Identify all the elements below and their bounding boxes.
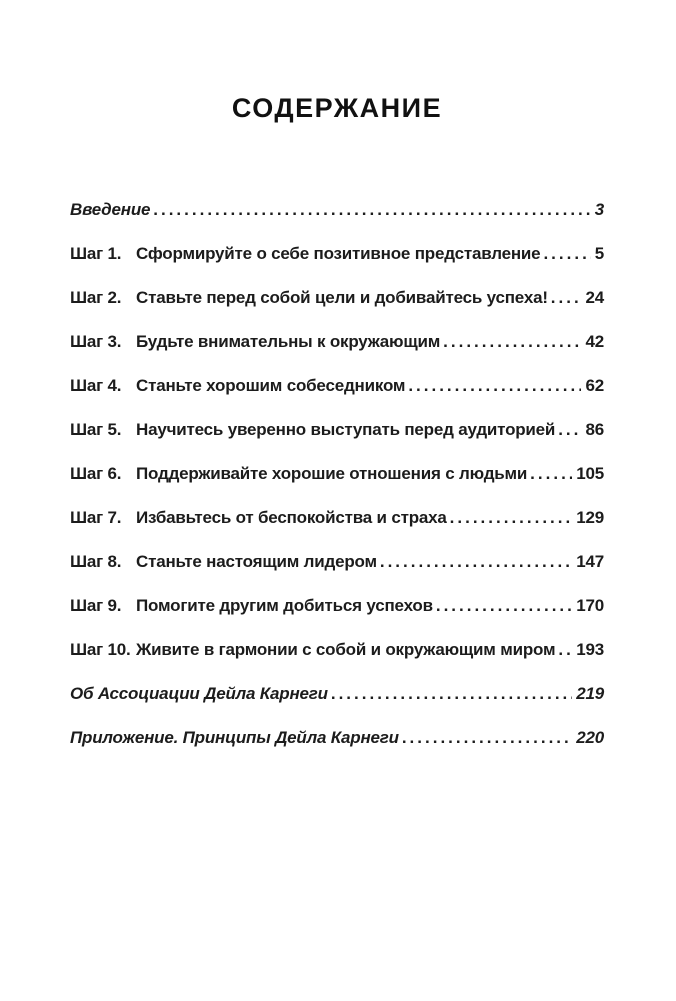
toc-entry-prefix: Шаг 10. bbox=[70, 640, 131, 659]
toc-entry-page: 220 bbox=[576, 728, 604, 747]
toc-entry-label: Ставьте перед собой цели и добивайтесь успеха! bbox=[136, 288, 548, 307]
toc-entry-page: 62 bbox=[585, 376, 604, 395]
toc-entry-prefix: Шаг 7. bbox=[70, 508, 122, 527]
toc-entry-page: 86 bbox=[585, 420, 604, 439]
toc-dot-leader bbox=[331, 684, 572, 703]
toc-entry bbox=[70, 376, 604, 395]
toc-entry bbox=[70, 420, 604, 439]
toc-entry-label: Будьте внимательны к окружающим bbox=[136, 332, 441, 351]
toc-entry-page: 105 bbox=[576, 464, 604, 483]
toc-dot-leader bbox=[558, 420, 581, 439]
toc-entry-label: Помогите другим добиться успехов bbox=[136, 596, 433, 615]
toc-entry-prefix: Шаг 4. bbox=[70, 376, 122, 395]
toc-entry bbox=[70, 332, 604, 351]
toc-entry-label: Поддерживайте хорошие отношения с людьми bbox=[136, 464, 528, 483]
toc-entry-page: 129 bbox=[576, 508, 604, 527]
toc-entry-label: Научитесь уверенно выступать перед аудиторией bbox=[136, 420, 556, 439]
toc-dot-leader bbox=[380, 552, 572, 571]
toc-entry-page: 24 bbox=[585, 288, 604, 307]
page-title: СОДЕРЖАНИЕ bbox=[231, 93, 443, 123]
toc-entry-page: 147 bbox=[576, 552, 604, 571]
toc-dot-leader bbox=[551, 288, 582, 307]
toc-entry bbox=[70, 464, 604, 483]
toc-entry bbox=[70, 288, 604, 307]
toc-entry bbox=[70, 596, 604, 615]
toc-entry-label: Приложение. Принципы Дейла Карнеги bbox=[70, 728, 399, 747]
toc-entry-page: 193 bbox=[576, 640, 604, 659]
toc-entry-page: 3 bbox=[594, 200, 604, 219]
toc-entry-label: Об Ассоциации Дейла Карнеги bbox=[70, 684, 328, 703]
toc-entry-prefix: Шаг 8. bbox=[70, 552, 122, 571]
toc-entry-label: Станьте хорошим собеседником bbox=[136, 376, 406, 395]
toc-entry-prefix: Шаг 1. bbox=[70, 244, 122, 263]
toc-dot-leader bbox=[543, 244, 590, 263]
toc-entry-page: 5 bbox=[594, 244, 604, 263]
toc-entry bbox=[70, 552, 604, 571]
toc-entry-label: Введение bbox=[70, 200, 151, 219]
toc-entry bbox=[70, 728, 604, 747]
toc-entry-label: Избавьтесь от беспокойства и страха bbox=[136, 508, 447, 527]
toc-entry-prefix: Шаг 3. bbox=[70, 332, 122, 351]
toc-entry-prefix: Шаг 6. bbox=[70, 464, 122, 483]
toc-entry bbox=[70, 684, 604, 703]
toc-entry-prefix: Шаг 5. bbox=[70, 420, 122, 439]
toc-entry bbox=[70, 200, 604, 219]
toc-dot-leader bbox=[153, 200, 590, 219]
toc-dot-leader bbox=[408, 376, 581, 395]
toc-entry-page: 42 bbox=[585, 332, 604, 351]
toc-entry-label: Сформируйте о себе позитивное представление bbox=[136, 244, 541, 263]
toc-entry-prefix: Шаг 2. bbox=[70, 288, 122, 307]
toc-dot-leader bbox=[436, 596, 572, 615]
toc-entry-label: Станьте настоящим лидером bbox=[136, 552, 377, 571]
toc-dot-leader bbox=[530, 464, 572, 483]
toc-dot-leader bbox=[402, 728, 572, 747]
toc-entry bbox=[70, 244, 604, 263]
toc-entry bbox=[70, 640, 604, 659]
toc-entry bbox=[70, 508, 604, 527]
toc-dot-leader bbox=[443, 332, 581, 351]
toc-entry-page: 170 bbox=[576, 596, 604, 615]
toc-entry-page: 219 bbox=[576, 684, 604, 703]
toc-list bbox=[70, 200, 604, 772]
toc-dot-leader bbox=[558, 640, 572, 659]
toc-dot-leader bbox=[450, 508, 573, 527]
toc-entry-prefix: Шаг 9. bbox=[70, 596, 122, 615]
toc-entry-label: Живите в гармонии с собой и окружающим миром bbox=[136, 640, 556, 659]
